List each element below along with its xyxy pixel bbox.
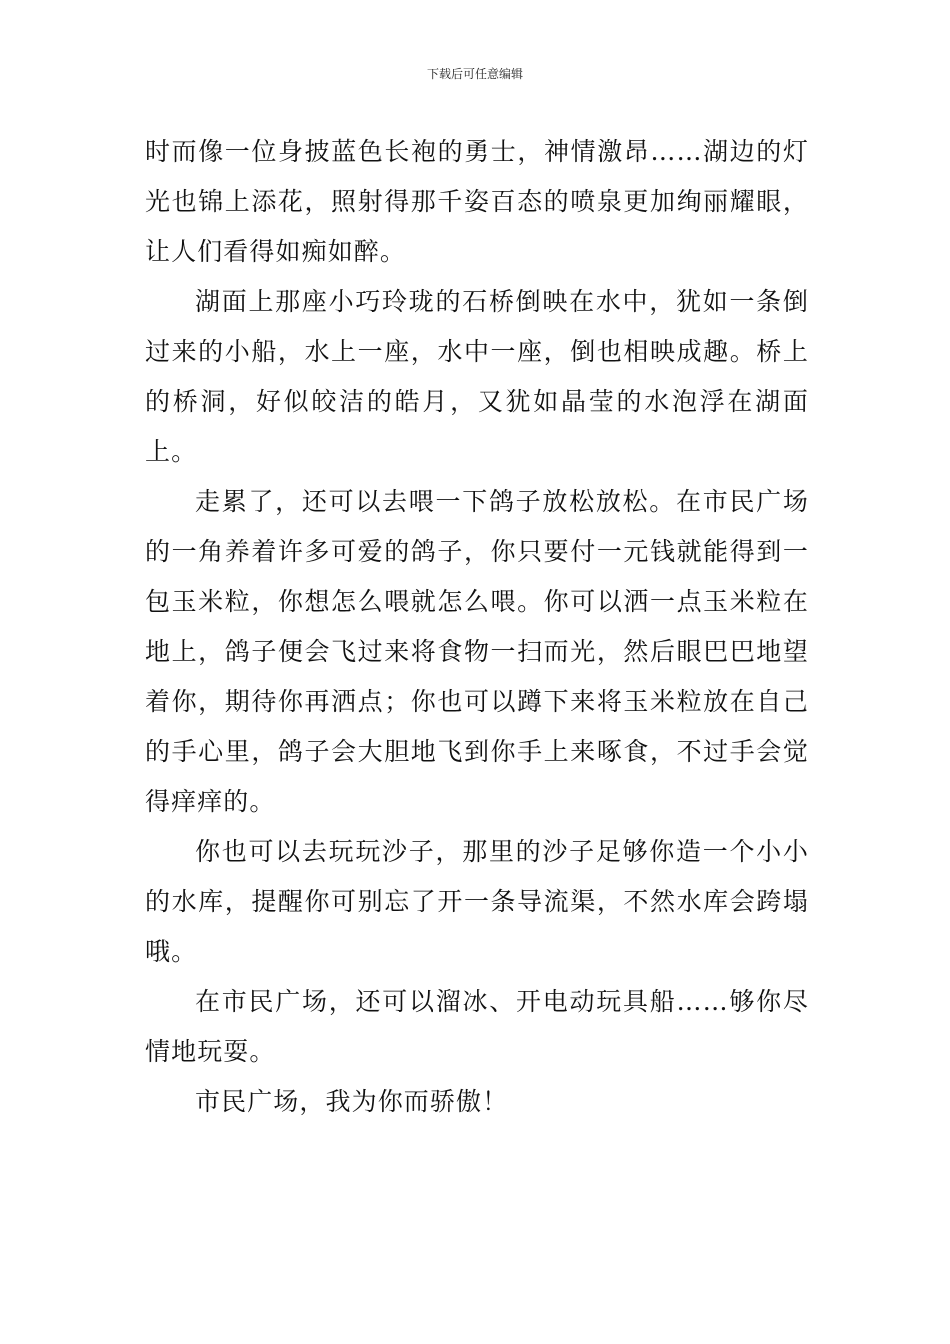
document-body [145,127,809,1127]
paragraph-stone-bridge: 湖面上那座小巧玲珑的石桥倒映在水中，犹如一条倒过来的小船，水上一座，水中一座，倒也相映成趣。桥上的桥洞，好似皎洁的皓月，又犹如晶莹的水泡浮在湖面上。 [145,287,809,466]
paragraph-closing: 市民广场，我为你而骄傲！ [195,1087,509,1116]
paragraph-activities: 在市民广场，还可以溜冰、开电动玩具船……够你尽情地玩耍。 [145,987,809,1066]
paragraph-continuation: 时而像一位身披蓝色长袍的勇士，神情激昂……湖边的灯光也锦上添花，照射得那千姿百态的喷泉更加绚丽耀眼，让人们看得如痴如醉。 [145,137,809,266]
paragraph-sand: 你也可以去玩玩沙子，那里的沙子足够你造一个小小的水库，提醒你可别忘了开一条导流渠，不然水库会跨塌哦。 [145,837,809,966]
paragraph-pigeons: 走累了，还可以去喂一下鸽子放松放松。在市民广场的一角养着许多可爱的鸽子，你只要付一元钱就能得到一包玉米粒，你想怎么喂就怎么喂。你可以洒一点玉米粒在地上，鸽子便会飞过来将食物一扫而光，然后眼巴巴地望着你，期待你再洒点；你也可以蹲下来将玉米粒放在自己的手心里，鸽子会大胆地飞到你手上来啄食，不过手会觉得痒痒的。 [145,487,809,816]
page-header-note: 下载后可任意编辑 [426,67,523,81]
